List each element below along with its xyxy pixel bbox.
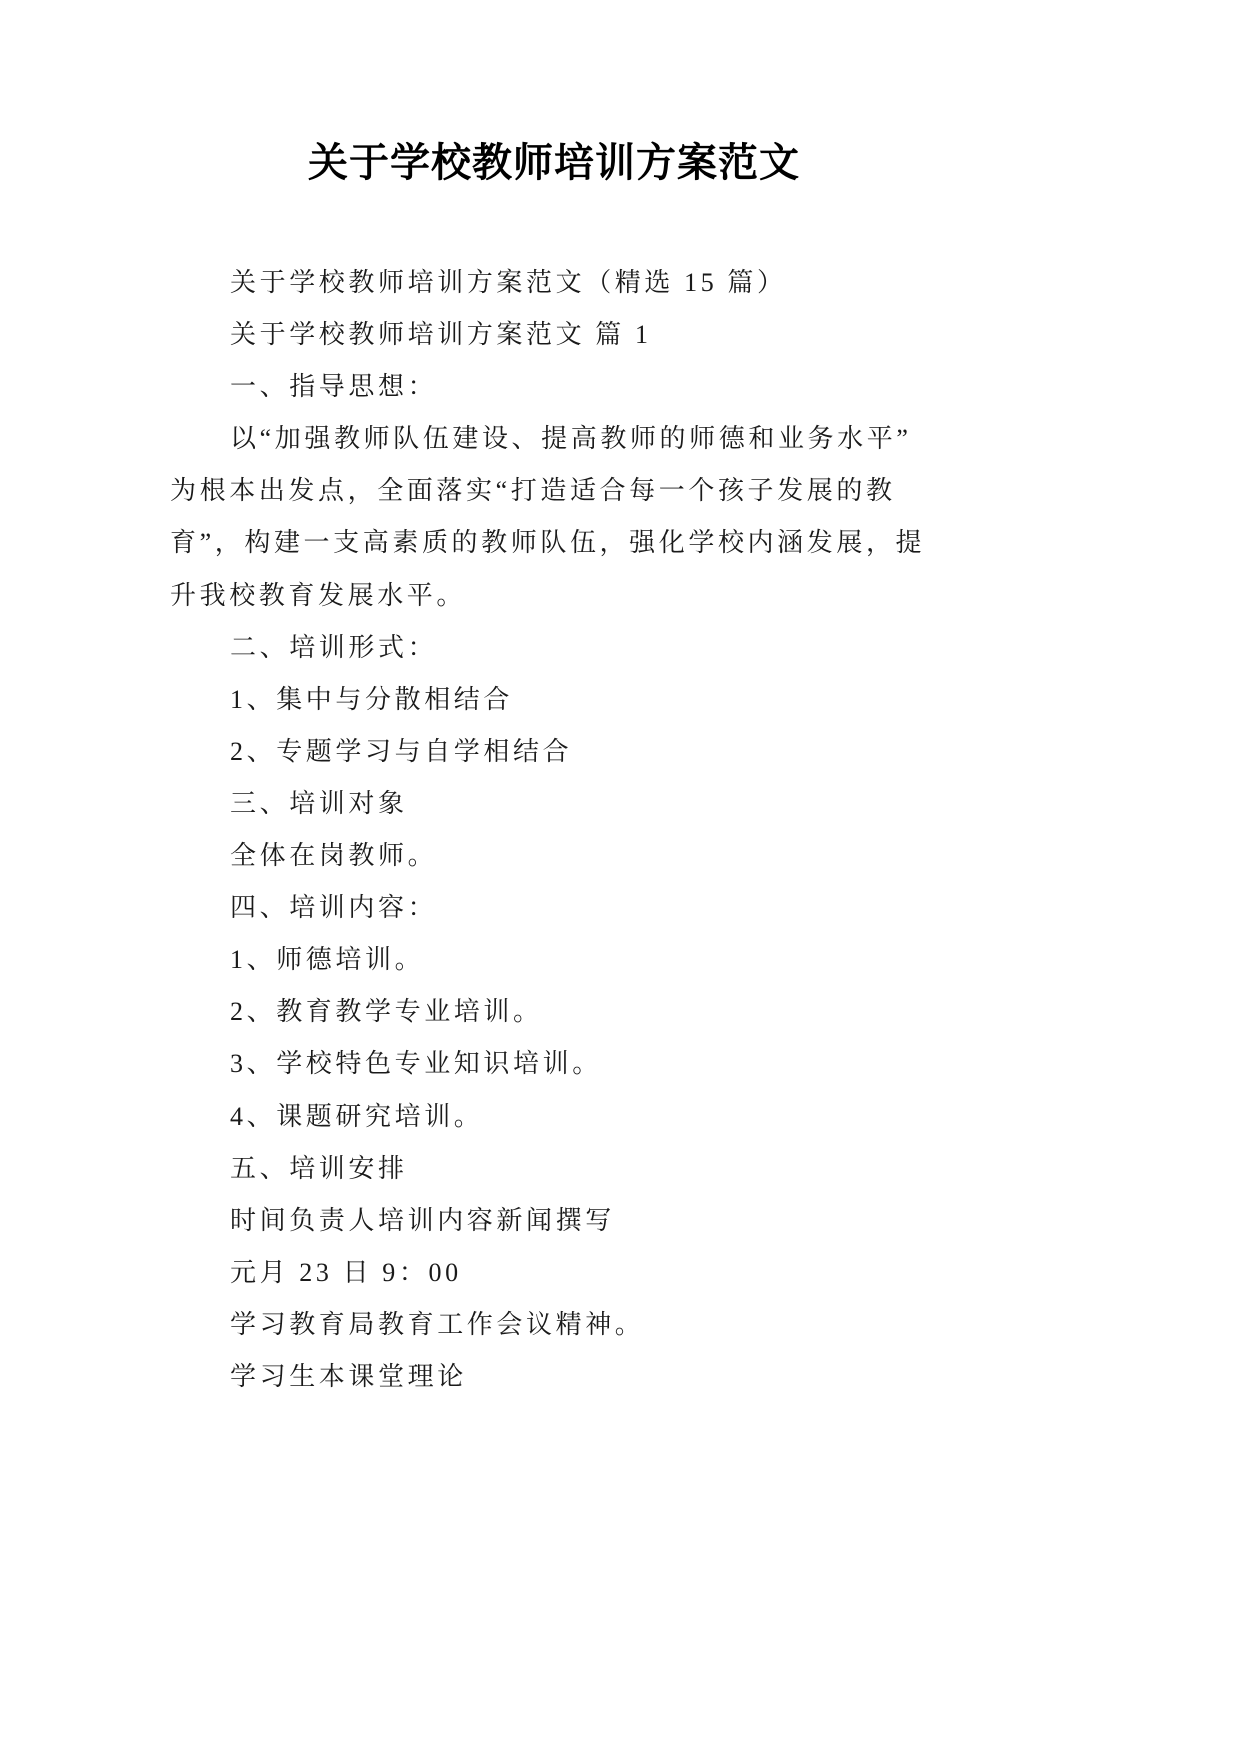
schedule-header-line: 时间负责人培训内容新闻撰写 [230,1205,615,1235]
list-item: 3、学校特色专业知识培训。 [230,1049,602,1079]
section-heading-guiding-ideology: 一、指导思想： [230,372,438,402]
list-item: 2、专题学习与自学相结合 [230,736,573,766]
list-item: 1、师德培训。 [230,945,425,975]
section-heading-training-target: 三、培训对象 [230,788,408,818]
list-item: 2、教育教学专业培训。 [230,997,543,1027]
document-subtitle-line: 关于学校教师培训方案范文（精选 15 篇） [230,268,787,297]
schedule-time: 元月 23 日 9：00 [230,1257,462,1287]
article-heading: 关于学校教师培训方案范文 篇 1 [230,320,652,350]
list-item: 4、课题研究培训。 [230,1101,484,1131]
paragraph-line: 全体在岗教师。 [230,841,438,871]
paragraph-line: 升我校教育发展水平。 [170,580,467,610]
document-body [170,257,990,1403]
paragraph-line: 为根本出发点，全面落实“打造适合每一个孩子发展的教 [170,476,896,506]
schedule-content-line: 学习教育局教育工作会议精神。 [230,1309,645,1339]
paragraph-line: 育”，构建一支高素质的教师队伍，强化学校内涵发展，提 [170,528,926,558]
list-item: 1、集中与分散相结合 [230,684,514,714]
section-heading-training-content: 四、培训内容： [230,893,438,923]
section-heading-training-schedule: 五、培训安排 [230,1153,408,1183]
schedule-content-line: 学习生本课堂理论 [230,1361,467,1391]
paragraph-line: 以“加强教师队伍建设、提高教师的师德和业务水平” [230,424,912,454]
document-title: 关于学校教师培训方案范文 [308,140,800,185]
section-heading-training-format: 二、培训形式： [230,632,438,662]
